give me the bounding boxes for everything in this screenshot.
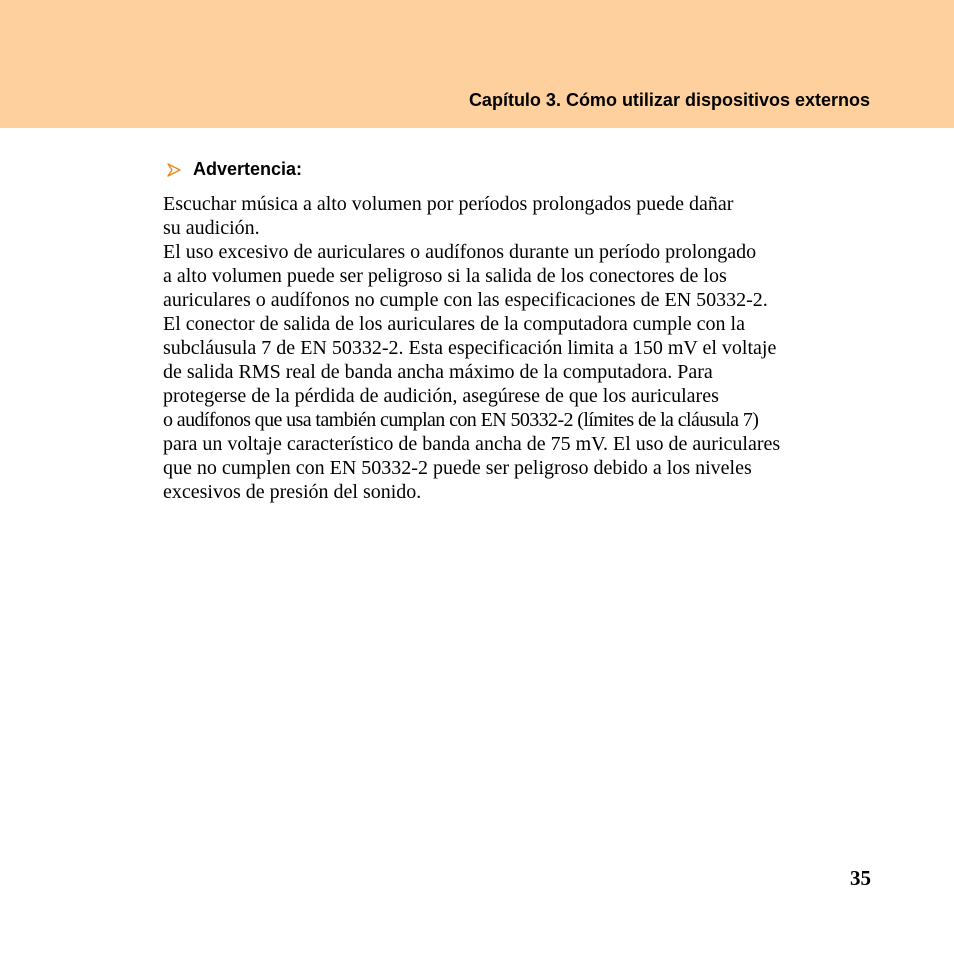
body-line: auriculares o audífonos no cumple con las especificaciones de EN 50332-2. — [163, 289, 768, 311]
body-line: subcláusula 7 de EN 50332-2. Esta especificación limita a 150 mV el voltaje — [163, 337, 777, 359]
body-line: su audición. — [163, 217, 260, 239]
body-line: El conector de salida de los auriculares de la computadora cumple con la — [163, 313, 745, 335]
body-line: a alto volumen puede ser peligroso si la salida de los conectores de los — [163, 265, 727, 287]
body-line: de salida RMS real de banda ancha máximo de la computadora. Para — [163, 361, 713, 383]
header-band — [0, 0, 954, 128]
body-line: o audífonos que usa también cumplan con EN 50332-2 (límites de la cláusula 7) — [163, 409, 759, 431]
body-line: que no cumplen con EN 50332-2 puede ser peligroso debido a los niveles — [163, 457, 752, 479]
chapter-title: Capítulo 3. Cómo utilizar dispositivos externos — [468, 90, 870, 110]
warning-body — [163, 192, 883, 504]
body-line: El uso excesivo de auriculares o audífonos durante un período prolongado — [163, 241, 757, 263]
body-line: protegerse de la pérdida de audición, asegúrese de que los auriculares — [163, 385, 719, 407]
body-line: excesivos de presión del sonido. — [163, 481, 422, 503]
warning-heading — [167, 159, 302, 180]
warning-label: Advertencia: — [193, 159, 303, 179]
body-line: para un voltaje característico de banda ancha de 75 mV. El uso de auriculares — [163, 433, 781, 455]
page-number: 35 — [850, 866, 871, 890]
body-line: Escuchar música a alto volumen por períodos prolongados puede dañar — [163, 193, 734, 215]
arrow-right-icon — [167, 163, 181, 177]
